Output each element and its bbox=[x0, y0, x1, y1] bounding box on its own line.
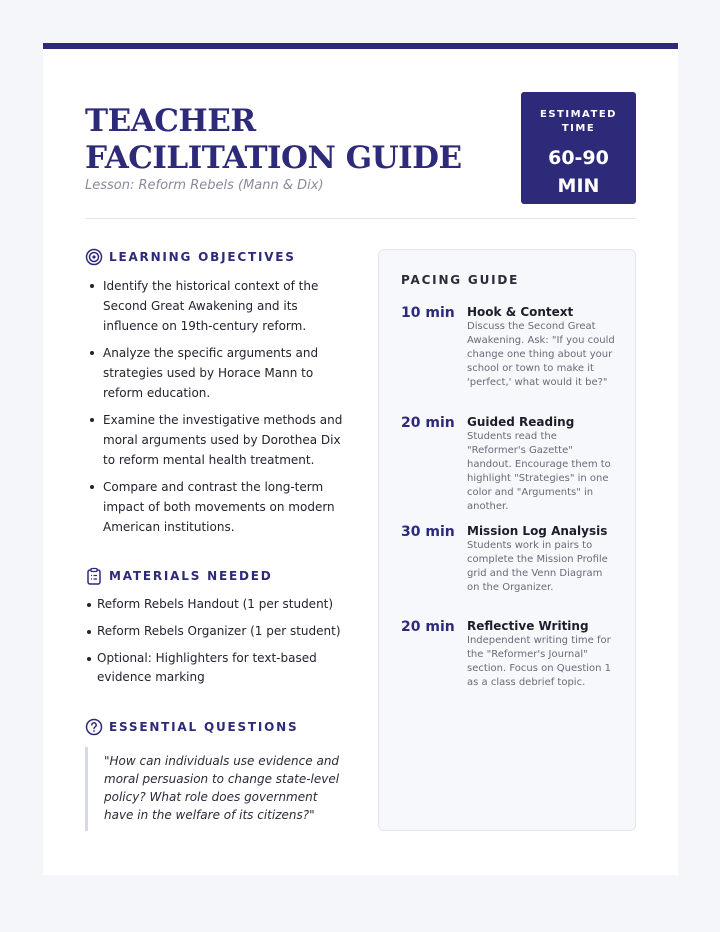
list-item: Examine the investigative methods and moral arguments used by Dorothea Dix to reform mental health treatment. bbox=[103, 410, 343, 470]
questions-heading-text: ESSENTIAL QUESTIONS bbox=[109, 720, 299, 734]
list-item: Analyze the specific arguments and strategies used by Horace Mann to reform education. bbox=[103, 343, 343, 403]
pacing-step-title: Guided Reading bbox=[467, 415, 575, 429]
materials-list bbox=[97, 595, 357, 695]
pacing-row bbox=[401, 618, 627, 690]
estimated-time-label: ESTIMATED TIME bbox=[540, 109, 617, 134]
pacing-guide-heading: PACING GUIDE bbox=[401, 273, 520, 287]
pacing-minutes: 30 min bbox=[401, 524, 455, 540]
objectives-heading-text: LEARNING OBJECTIVES bbox=[109, 250, 296, 264]
questions-heading bbox=[85, 718, 298, 736]
pacing-step-title: Mission Log Analysis bbox=[467, 524, 608, 538]
header-divider bbox=[85, 218, 636, 219]
materials-heading bbox=[85, 567, 273, 585]
question-circle-icon bbox=[85, 718, 103, 736]
page-title: TEACHER FACILITATION GUIDE bbox=[85, 103, 462, 176]
pacing-step-title: Reflective Writing bbox=[467, 619, 589, 633]
pacing-row bbox=[401, 523, 627, 595]
clipboard-icon bbox=[85, 567, 103, 585]
guide-page bbox=[43, 43, 678, 875]
pacing-step-description: Independent writing time for the "Reformer's Journal" section. Focus on Question 1 as a class debrief topic. bbox=[467, 635, 612, 688]
list-item: Compare and contrast the long-term impact of both movements on modern American institutions. bbox=[103, 477, 343, 537]
pacing-step-title: Hook & Context bbox=[467, 305, 574, 319]
list-item: Identify the historical context of the Second Great Awakening and its influence on 19th-century reform. bbox=[103, 276, 343, 336]
essential-question-quote: "How can individuals use evidence and moral persuasion to change state-level policy? What role does government have in the welfare of its citizens?" bbox=[85, 747, 345, 831]
pacing-step-description: Students read the "Reformer's Gazette" handout. Encourage them to highlight "Strategies" in one color and "Arguments" in another. bbox=[467, 431, 611, 512]
lesson-subtitle: Lesson: Reform Rebels (Mann & Dix) bbox=[85, 178, 324, 193]
objectives-list bbox=[103, 276, 343, 544]
pacing-row bbox=[401, 414, 627, 514]
pacing-minutes: 10 min bbox=[401, 305, 455, 321]
pacing-row bbox=[401, 304, 627, 390]
objectives-heading bbox=[85, 248, 296, 266]
top-accent-bar bbox=[43, 43, 678, 49]
materials-heading-text: MATERIALS NEEDED bbox=[109, 569, 273, 583]
list-item: Optional: Highlighters for text-based evidence marking bbox=[97, 649, 357, 687]
pacing-step-description: Discuss the Second Great Awakening. Ask: "If you could change one thing about your school or town to make it 'perfect,' what would it be?" bbox=[467, 321, 615, 388]
pacing-minutes: 20 min bbox=[401, 619, 455, 635]
pacing-guide-panel bbox=[378, 249, 636, 831]
target-icon bbox=[85, 248, 103, 266]
pacing-step-description: Students work in pairs to complete the Mission Profile grid and the Venn Diagram on the Organizer. bbox=[467, 540, 608, 593]
list-item: Reform Rebels Organizer (1 per student) bbox=[97, 622, 357, 641]
estimated-time-value: 60-90 MIN bbox=[548, 147, 609, 197]
pacing-minutes: 20 min bbox=[401, 415, 455, 431]
estimated-time-box bbox=[521, 92, 636, 204]
list-item: Reform Rebels Handout (1 per student) bbox=[97, 595, 357, 614]
